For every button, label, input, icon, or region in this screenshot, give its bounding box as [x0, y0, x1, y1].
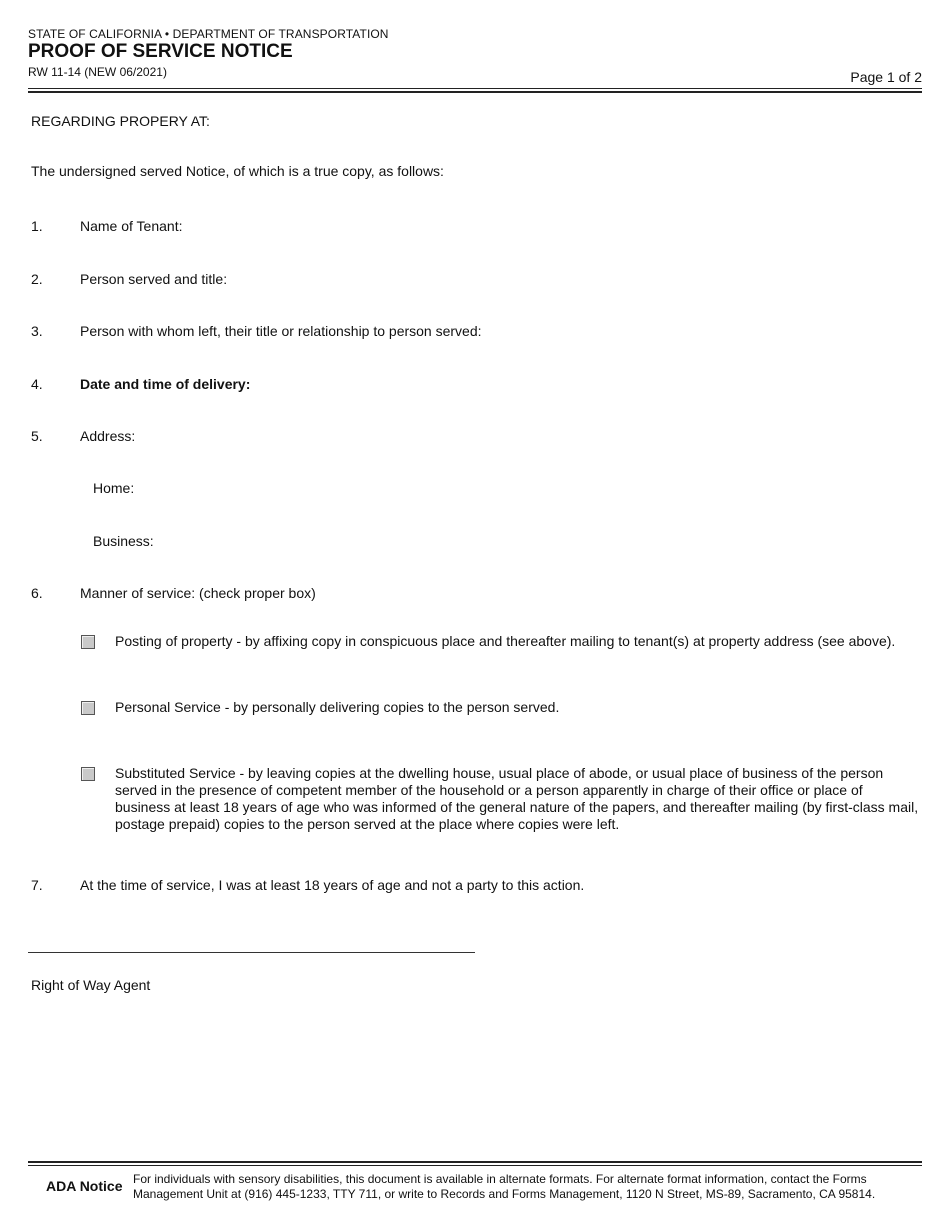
- header-divider-top: [28, 88, 922, 89]
- personal-service-option-text: Personal Service - by personally delivering copies to the person served.: [115, 699, 560, 715]
- item-number: 2.: [31, 271, 43, 287]
- manner-of-service-label: Manner of service: (check proper box): [80, 585, 316, 601]
- footer-divider-bottom: [28, 1165, 922, 1166]
- ada-notice-text: For individuals with sensory disabilities, this document is available in alternate formats. For alternate format information, contact the Forms Management Unit at (916) 445-1233, TTY 711, or write to Records and Forms Management, 1120 N Street, MS-89, Sacramento, CA 95814.: [133, 1172, 876, 1201]
- substituted-service-option-text: Substituted Service - by leaving copies at the dwelling house, usual place of abode, or usual place of business of the person served in the presence of competent member of the household or a person apparently in charge of their office or place of business at least 18 years of age who was informed of the general nature of the papers, and thereafter mailing (by first-class mail, postage prepaid) copies to the person served at the place where copies were left.: [115, 765, 919, 832]
- footer-divider-top: [28, 1161, 922, 1163]
- item-number: 3.: [31, 323, 43, 339]
- signature-line[interactable]: [28, 952, 475, 953]
- person-left-with-label: Person with whom left, their title or relationship to person served:: [80, 323, 482, 339]
- delivery-datetime-label: Date and time of delivery:: [80, 376, 251, 392]
- signature-label: Right of Way Agent: [31, 977, 151, 993]
- item-number: 4.: [31, 376, 43, 392]
- page-number: Page 1 of 2: [850, 69, 922, 85]
- form-code: RW 11-14 (NEW 06/2021): [28, 65, 167, 79]
- item-number: 7.: [31, 877, 43, 893]
- item-number: 5.: [31, 428, 43, 444]
- tenant-name-label: Name of Tenant:: [80, 218, 183, 234]
- header-divider-bottom: [28, 91, 922, 93]
- age-statement: At the time of service, I was at least 18 years of age and not a party to this action.: [80, 877, 585, 893]
- posting-checkbox[interactable]: [81, 635, 95, 649]
- item-number: 6.: [31, 585, 43, 601]
- person-served-label: Person served and title:: [80, 271, 228, 287]
- form-title: PROOF OF SERVICE NOTICE: [28, 41, 293, 62]
- item-number: 1.: [31, 218, 43, 234]
- agency-name: STATE OF CALIFORNIA • DEPARTMENT OF TRANSPORTATION: [28, 27, 389, 41]
- regarding-property-label: REGARDING PROPERY AT:: [31, 113, 210, 129]
- substituted-service-checkbox[interactable]: [81, 767, 95, 781]
- personal-service-checkbox[interactable]: [81, 701, 95, 715]
- address-label: Address:: [80, 428, 136, 444]
- home-address-label: Home:: [93, 480, 135, 496]
- ada-notice-label: ADA Notice: [46, 1178, 123, 1194]
- posting-option-text: Posting of property - by affixing copy in conspicuous place and thereafter mailing to tenant(s) at property address (see above).: [115, 633, 896, 649]
- intro-text: The undersigned served Notice, of which is a true copy, as follows:: [31, 163, 444, 179]
- business-address-label: Business:: [93, 533, 154, 549]
